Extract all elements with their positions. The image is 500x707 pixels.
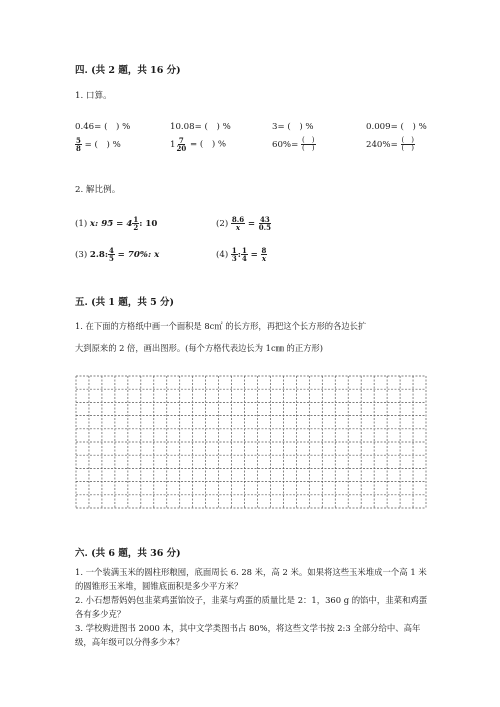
proportion-3: (3) 2.8: $\frac{4}{5}$ = 70%: x xyxy=(75,246,160,263)
fraction: $\frac{7}{20}$ xyxy=(176,136,187,153)
fraction: $\frac{8}{x}$ xyxy=(261,246,267,263)
question-6-3: 3. 学校购进图书 2000 本，其中文学类图书占 80%，将这些文学书按 2:3 全部分给中、高年级，高年级可以分得多少本？ xyxy=(75,623,421,647)
question-1-title: 1. 口算。 xyxy=(75,91,112,101)
oral-calc-4: 0.009= ( ) % xyxy=(366,122,427,132)
oral-calc-8: 240%= $\frac{( )}{( )}$ xyxy=(366,136,414,152)
section-5-line-1: 1. 在下面的方格纸中画一个面积是 8c㎡ 的长方形，再把这个长方形的各边长扩 xyxy=(75,321,367,331)
proportion-2: (2) $\frac{8.6}{x}$ = $\frac{43}{0.5}$ xyxy=(216,215,271,232)
fraction: $\frac{( )}{( )}$ xyxy=(401,136,414,152)
oral-calc-7: 60%= $\frac{( )}{( )}$ xyxy=(272,136,315,152)
fraction: $\frac{1}{2}$ xyxy=(133,215,139,232)
fraction: $\frac{5}{8}$ xyxy=(76,136,81,153)
fraction: $\frac{( )}{( )}$ xyxy=(302,136,315,152)
fraction: $\frac{1}{3}$ xyxy=(231,246,237,263)
section-5-line-2: 大到原来的 2 倍，画出图形。(每个方格代表边长为 1c㎜ 的正方形) xyxy=(75,343,323,353)
oral-calc-3: 3= ( ) % xyxy=(272,122,314,132)
question-6-2: 2. 小石想帮妈妈包韭菜鸡蛋馅饺子，韭菜与鸡蛋的质量比是 2：1，360 g 的馅中，韭菜和鸡蛋各有多少克？ xyxy=(75,595,428,619)
question-2-title: 2. 解比例。 xyxy=(75,185,121,195)
fraction: $\frac{1}{4}$ xyxy=(241,246,247,263)
section-6-title: 六. (共 6 题，共 36 分) xyxy=(75,548,181,559)
fraction: $\frac{4}{5}$ xyxy=(109,246,114,263)
question-6-1: 1. 一个装满玉米的圆柱形粮囤，底面周长 6. 28 米，高 2 米。如果将这些玉米堆成一个高 1 米的圆锥形玉米堆，圆锥底面积是多少平方米？ xyxy=(75,567,427,591)
oral-calc-6: 1 $\frac{7}{20}$ = ( ) % xyxy=(170,136,227,153)
oral-calc-5: $\frac{5}{8}$ = ( ) % xyxy=(76,136,121,153)
section-5-title: 五. (共 1 题，共 5 分) xyxy=(75,297,175,308)
oral-calc-2: 10.08= ( ) % xyxy=(170,122,231,132)
grid-paper[interactable] xyxy=(75,375,427,509)
proportion-4: (4) $\frac{1}{3}$ : $\frac{1}{4}$ = $\frac{8}{x}$ xyxy=(216,246,267,263)
proportion-1: (1) x: 95 = 4 $\frac{1}{2}$ : 10 xyxy=(75,215,158,232)
fraction: $\frac{8.6}{x}$ xyxy=(231,215,245,232)
fraction: $\frac{43}{0.5}$ xyxy=(258,215,271,232)
oral-calc-1: 0.46= ( ) % xyxy=(75,122,131,132)
section-4-title: 四. (共 2 题，共 16 分) xyxy=(75,65,181,76)
